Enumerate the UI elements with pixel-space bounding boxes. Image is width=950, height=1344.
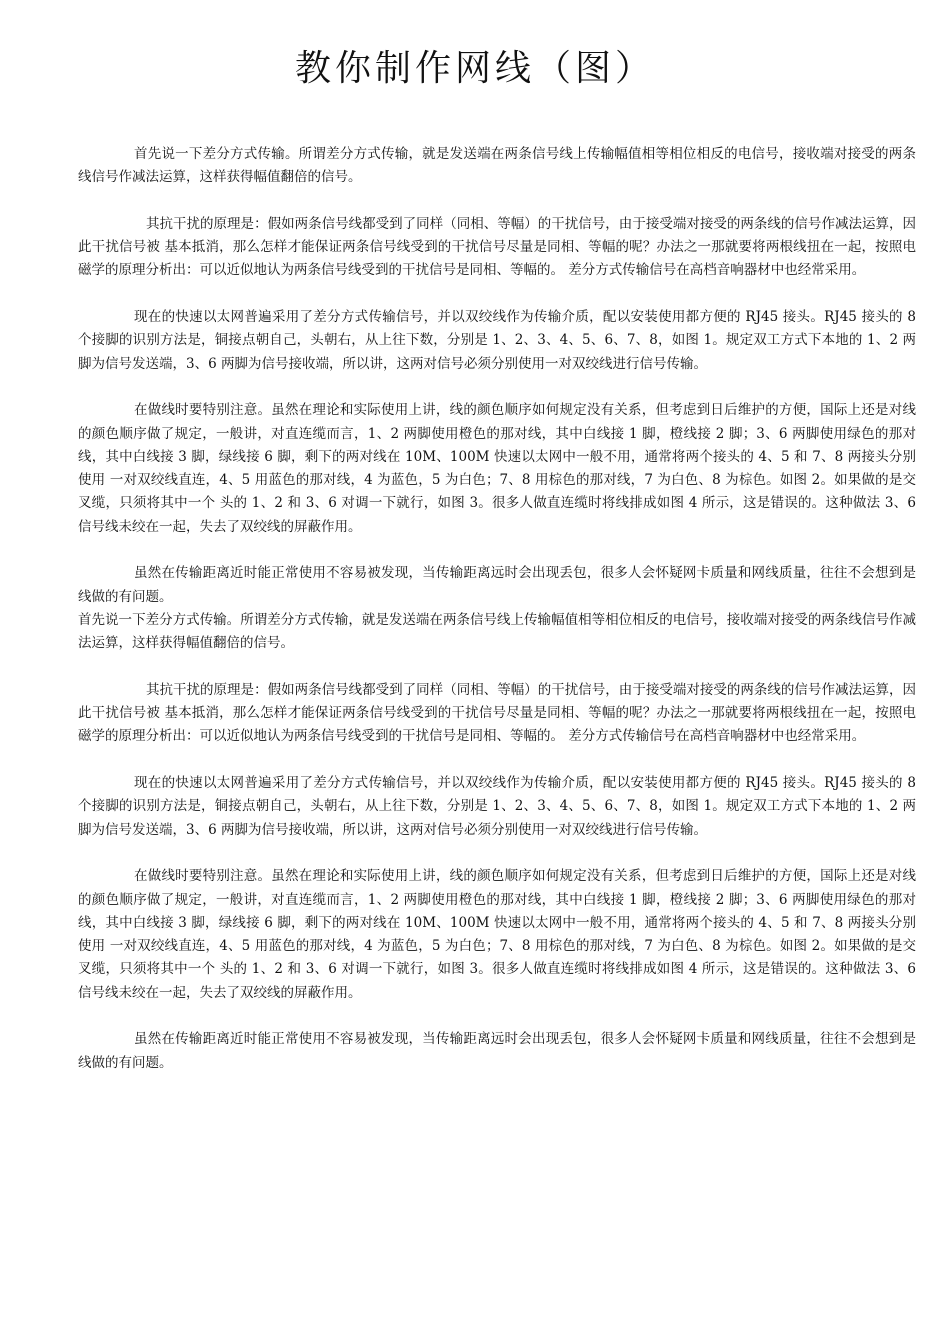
paragraph-rj45-pins: 现在的快速以太网普遍采用了差分方式传输信号，并以双绞线作为传输介质，配以安装使用都方便的 RJ45 接头。RJ45 接头的 8 个接脚的识别方法是，铜接点朝自己，头朝右，从上往下数，分别是 1、2、3、4、5、6、7、8，如图 1。规定双工方式下本地的 1、2 两脚为信号发送端，3、6 两脚为信号接收端，所以讲，这两对信号必须分别使用一对双绞线进行信号传输。 — [78, 309, 916, 372]
paragraph-packet-loss-repeat: 虽然在传输距离近时能正常使用不容易被发现，当传输距离远时会出现丢包，很多人会怀疑网卡质量和网线质量，往往不会想到是 线做的有问题。 — [78, 1031, 916, 1071]
paragraph-anti-interference: 其抗干扰的原理是：假如两条信号线都受到了同样（同相、等幅）的干扰信号，由于接受端对接受的两条线的信号作减法运算，因此干扰信号被 基本抵消，那么怎样才能保证两条信号线受到的干扰信号尽量是同相、等幅的呢？办法之一那就要将两根线扭在一起，按照电磁学的原理分析出：可以近似地认为两条信号线受到的干扰信号是同相、等幅的。 差分方式传输信号在高档音响器材中也经常采用。 — [78, 215, 916, 279]
document-body — [78, 143, 916, 1075]
paragraph-differential-intro-repeat: 首先说一下差分方式传输。所谓差分方式传输，就是发送端在两条信号线上传输幅值相等相位相反的电信号，接收端对接受的两条线信号作减法运算，这样获得幅值翻倍的信号。 — [78, 611, 916, 652]
document-title: 教你制作网线（图） — [294, 48, 655, 89]
paragraph-differential-intro: 首先说一下差分方式传输。所谓差分方式传输，就是发送端在两条信号线上传输幅值相等相位相反的电信号，接收端对接受的两条线信号作减法运算，这样获得幅值翻倍的信号。 — [78, 146, 916, 186]
paragraph-wire-colors-repeat: 在做线时要特别注意。虽然在理论和实际使用上讲，线的颜色顺序如何规定没有关系，但考虑到日后维护的方便，国际上还是对线的颜色顺序做了规定，一般讲，对直连缆而言，1、2 两脚使用橙色的那对线，其中白线接 1 脚，橙线接 2 脚；3、6 两脚使用绿色的那对线，其中白线接 3 脚，绿线接 6 脚，剩下的两对线在 10M、100M 快速以太网中一般不用，通常将两个接头的 4、5 和 7、8 两接头分别使用 一对双绞线直连，4、5 用蓝色的那对线，4 为蓝色，5 为白色；7、8 用棕色的那对线，7 为白色、8 为棕色。如图 2。如果做的是交叉缆，只须将其中一个 头的 1、2 和 3、6 对调一下就行，如图 3。很多人做直连缆时将线排成如图 4 所示，这是错误的。这种做法 3、6 信号线未绞在一起，失去了双绞线的屏蔽作用。 — [78, 868, 916, 1001]
paragraph-anti-interference-repeat: 其抗干扰的原理是：假如两条信号线都受到了同样（同相、等幅）的干扰信号，由于接受端对接受的两条线的信号作减法运算，因此干扰信号被 基本抵消，那么怎样才能保证两条信号线受到的干扰信号尽量是同相、等幅的呢？办法之一那就要将两根线扭在一起，按照电磁学的原理分析出：可以近似地认为两条信号线受到的干扰信号是同相、等幅的。 差分方式传输信号在高档音响器材中也经常采用。 — [78, 681, 916, 745]
paragraph-packet-loss: 虽然在传输距离近时能正常使用不容易被发现，当传输距离远时会出现丢包，很多人会怀疑网卡质量和网线质量，往往不会想到是 线做的有问题。 — [78, 565, 916, 605]
paragraph-wire-colors: 在做线时要特别注意。虽然在理论和实际使用上讲，线的颜色顺序如何规定没有关系，但考虑到日后维护的方便，国际上还是对线的颜色顺序做了规定，一般讲，对直连缆而言，1、2 两脚使用橙色的那对线，其中白线接 1 脚，橙线接 2 脚；3、6 两脚使用绿色的那对线，其中白线接 3 脚，绿线接 6 脚，剩下的两对线在 10M、100M 快速以太网中一般不用，通常将两个接头的 4、5 和 7、8 两接头分别使用 一对双绞线直连，4、5 用蓝色的那对线，4 为蓝色，5 为白色；7、8 用棕色的那对线，7 为白色、8 为棕色。如图 2。如果做的是交叉缆，只须将其中一个 头的 1、2 和 3、6 对调一下就行，如图 3。很多人做直连缆时将线排成如图 4 所示，这是错误的。这种做法 3、6 信号线未绞在一起，失去了双绞线的屏蔽作用。 — [78, 402, 916, 535]
paragraph-rj45-pins-repeat: 现在的快速以太网普遍采用了差分方式传输信号，并以双绞线作为传输介质，配以安装使用都方便的 RJ45 接头。RJ45 接头的 8 个接脚的识别方法是，铜接点朝自己，头朝右，从上往下数，分别是 1、2、3、4、5、6、7、8，如图 1。规定双工方式下本地的 1、2 两脚为信号发送端，3、6 两脚为信号接收端，所以讲，这两对信号必须分别使用一对双绞线进行信号传输。 — [78, 775, 916, 838]
